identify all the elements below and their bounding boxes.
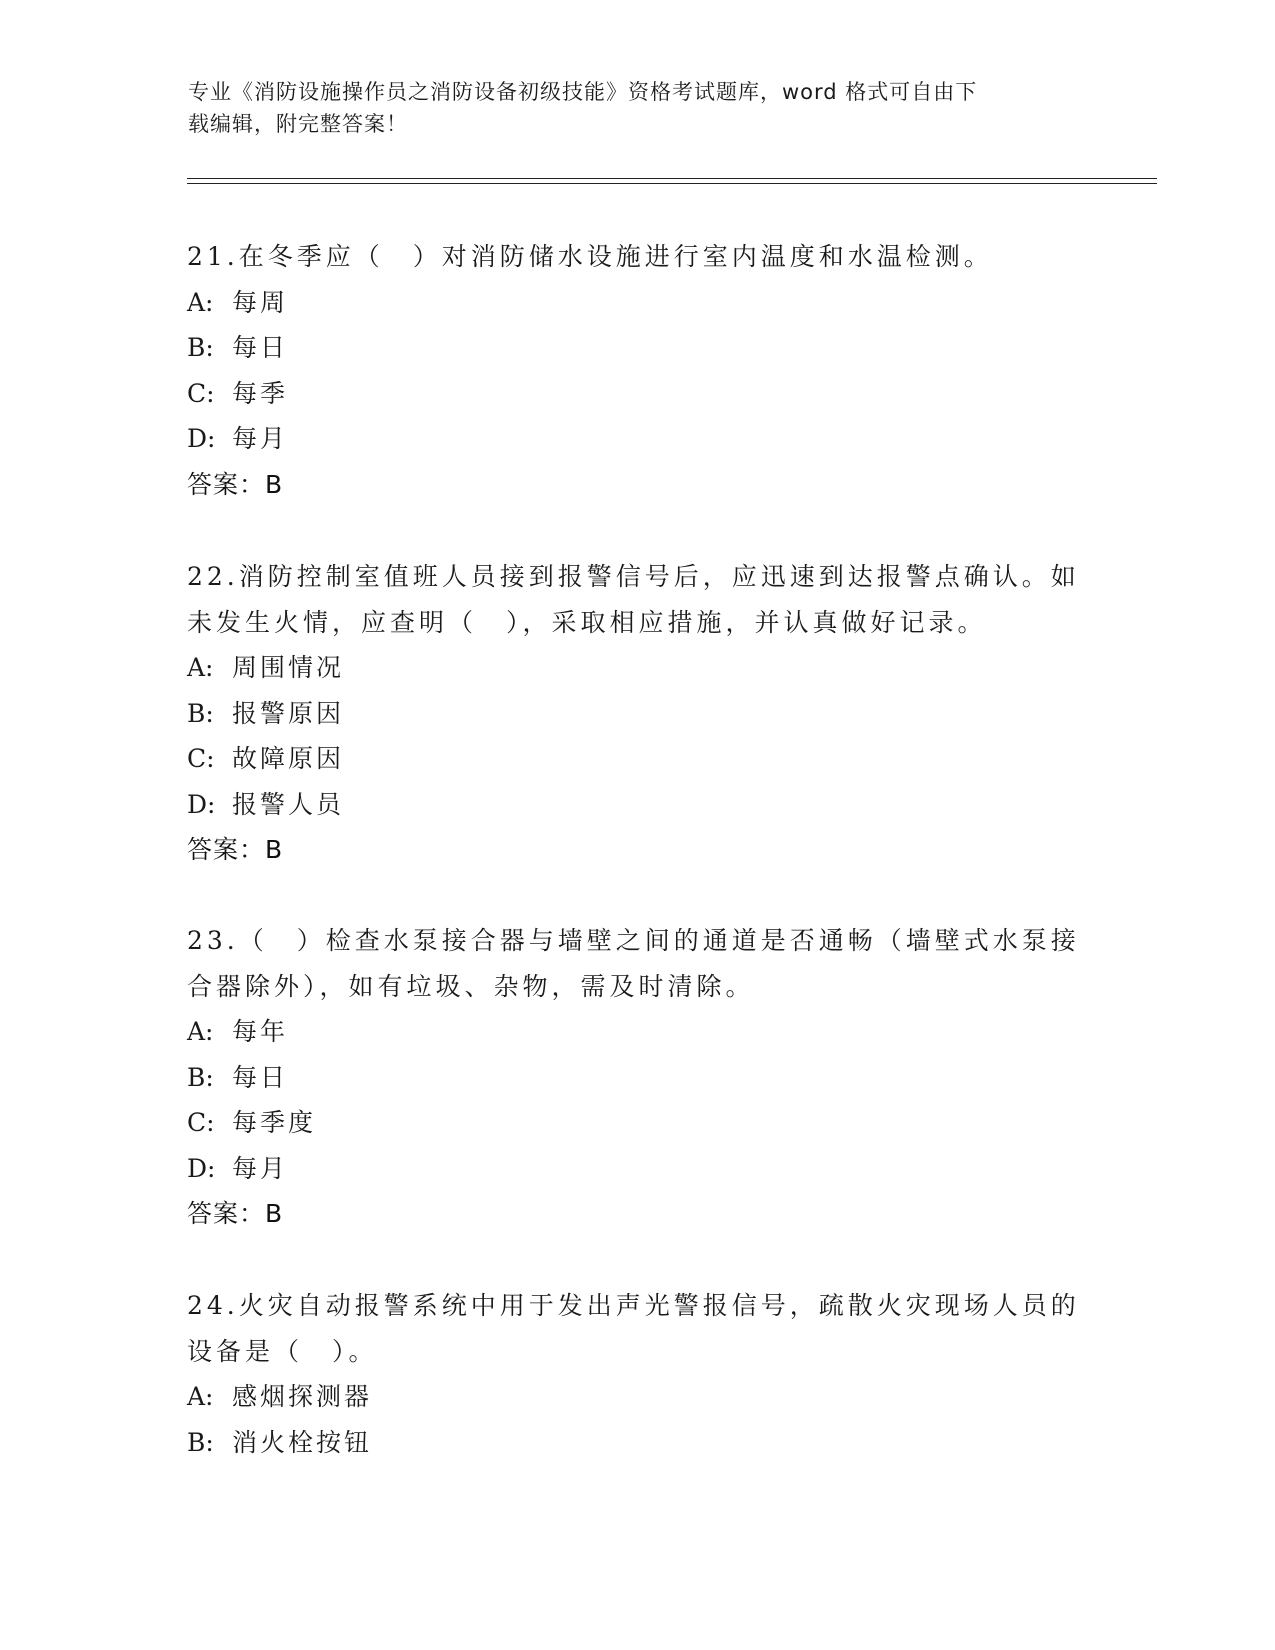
- answer-line: 答案：B: [187, 1199, 284, 1228]
- option-a: [187, 1009, 1087, 1055]
- option-text: 故障原因: [232, 744, 345, 773]
- option-key: D:: [187, 789, 216, 819]
- option-key: C:: [187, 1108, 215, 1137]
- option-key: A:: [187, 287, 214, 317]
- option-c: [187, 736, 1087, 782]
- question-stem-continued: 合器除外），如有垃圾、杂物，需及时清除。: [187, 971, 755, 1001]
- option-text: 每月: [232, 1153, 289, 1183]
- option-text: 每年: [232, 1017, 289, 1046]
- option-key: A:: [187, 653, 214, 682]
- option-text: 每月: [232, 424, 289, 453]
- option-text: 报警原因: [232, 698, 345, 728]
- question-stem-continued: 设备是（ ）。: [187, 1336, 378, 1366]
- option-b: [187, 1420, 1087, 1466]
- option-key: B:: [187, 1062, 214, 1092]
- option-text: 每日: [232, 333, 289, 362]
- option-b: [187, 325, 1087, 371]
- option-text: 每季度: [232, 1108, 317, 1137]
- option-d: [187, 782, 1087, 828]
- option-text: 每周: [232, 287, 289, 317]
- header-line-2: 载编辑，附完整答案！: [188, 112, 408, 136]
- question-22: [187, 554, 1087, 873]
- option-key: B:: [187, 698, 214, 728]
- question-23: [187, 918, 1087, 1237]
- question-stem: 23.（ ）检查水泵接合器与墙壁之间的通道是否通畅（墙壁式水泵接: [187, 926, 1080, 955]
- option-text: 消火栓按钮: [232, 1427, 373, 1457]
- option-text: 周围情况: [232, 653, 345, 682]
- option-key: A:: [187, 1382, 214, 1411]
- option-key: B:: [187, 1427, 214, 1457]
- question-stem: 22.消防控制室值班人员接到报警信号后，应迅速到达报警点确认。如: [187, 562, 1080, 591]
- option-text: 每季: [232, 378, 289, 408]
- option-key: C:: [187, 378, 215, 408]
- option-key: C:: [187, 744, 215, 773]
- option-d: [187, 416, 1087, 462]
- answer-line: 答案：B: [187, 469, 284, 499]
- header-line-1: 专业《消防设施操作员之消防设备初级技能》资格考试题库，word 格式可自由下: [188, 80, 978, 104]
- option-key: D:: [187, 1153, 216, 1183]
- document-header: [188, 76, 1068, 140]
- option-key: B:: [187, 333, 214, 362]
- option-b: [187, 691, 1087, 737]
- option-a: [187, 645, 1087, 691]
- option-key: D:: [187, 424, 216, 453]
- option-d: [187, 1146, 1087, 1192]
- option-a: [187, 1374, 1087, 1420]
- question-stem-continued: 未发生火情，应查明（ ），采取相应措施，并认真做好记录。: [187, 607, 987, 637]
- question-21: [187, 234, 1087, 507]
- option-b: [187, 1055, 1087, 1101]
- question-stem: 21.在冬季应（ ）对消防储水设施进行室内温度和水温检测。: [187, 242, 993, 271]
- option-a: [187, 280, 1087, 326]
- question-24: [187, 1283, 1087, 1465]
- option-text: 感烟探测器: [232, 1382, 373, 1411]
- header-divider-top: [187, 178, 1157, 179]
- option-c: [187, 371, 1087, 417]
- option-key: A:: [187, 1017, 214, 1046]
- option-text: 每日: [232, 1062, 289, 1092]
- answer-line: 答案：B: [187, 835, 284, 864]
- option-c: [187, 1100, 1087, 1146]
- option-text: 报警人员: [232, 789, 345, 819]
- header-divider-bottom: [187, 183, 1157, 184]
- question-stem: 24.火灾自动报警系统中用于发出声光警报信号，疏散火灾现场人员的: [187, 1291, 1080, 1320]
